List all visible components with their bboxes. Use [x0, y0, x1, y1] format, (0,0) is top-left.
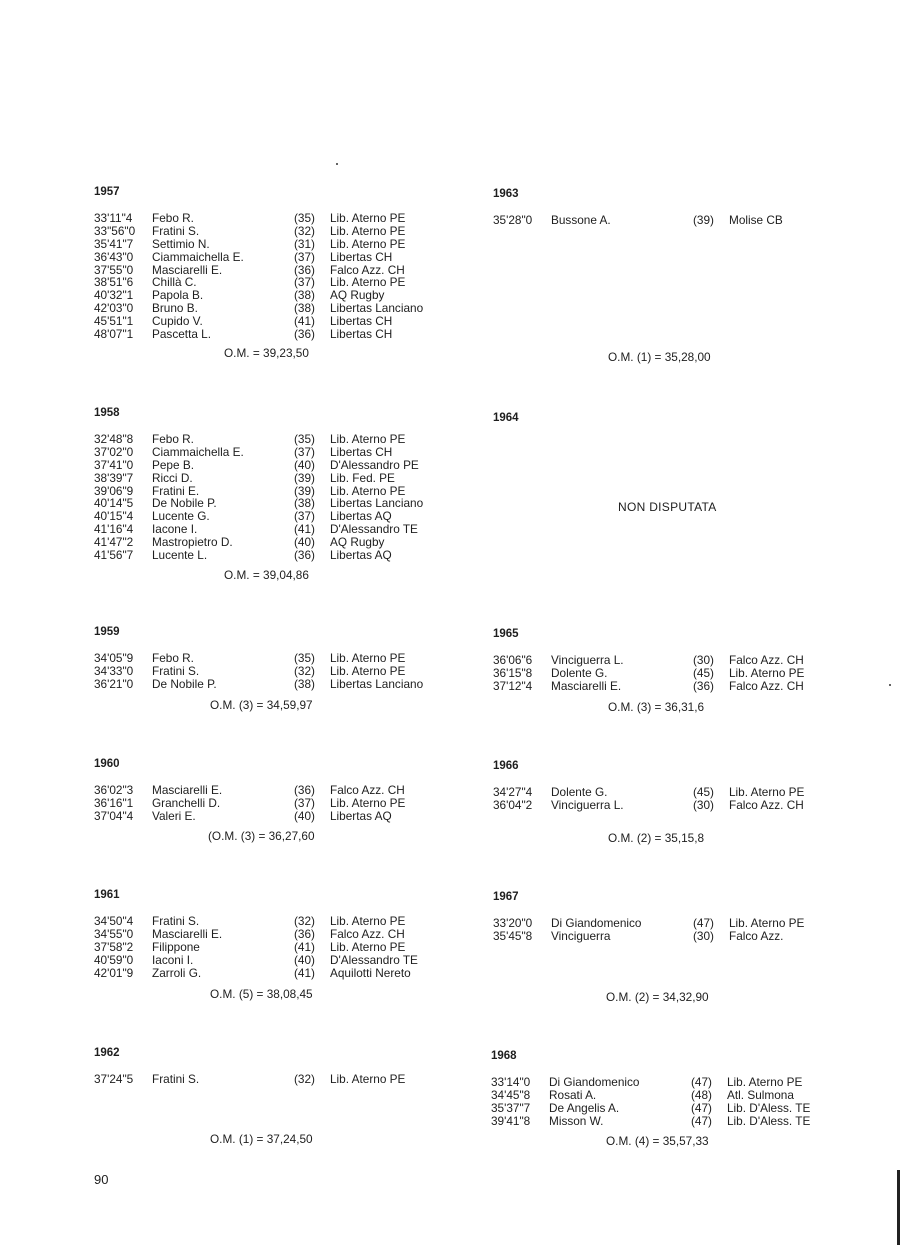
athlete-name: Di Giandomenico — [549, 1075, 640, 1089]
club: Lib. Aterno PE — [729, 916, 805, 930]
result-row — [94, 810, 454, 823]
year-heading: 1962 — [94, 1047, 120, 1059]
results-list — [94, 652, 454, 691]
result-row — [94, 915, 454, 928]
birth-year: (38) — [294, 496, 315, 511]
athlete-name: Bruno B. — [152, 301, 198, 316]
result-row — [94, 472, 454, 485]
time: 34'27"4 — [493, 785, 533, 799]
time: 40'14"5 — [94, 496, 134, 511]
time: 33'20"0 — [493, 916, 533, 930]
club: Libertas AQ — [330, 808, 392, 823]
birth-year: (30) — [693, 653, 714, 667]
club: Atl. Sulmona — [727, 1087, 794, 1102]
time: 40'32"1 — [94, 288, 134, 303]
birth-year: (40) — [294, 457, 315, 472]
results-list — [493, 917, 853, 943]
athlete-name: Masciarelli E. — [152, 926, 223, 941]
time: 37'58"2 — [94, 939, 134, 954]
club: Lib. Aterno PE — [330, 211, 406, 225]
average-time: O.M. (3) = 36,31,6 — [608, 700, 705, 714]
time: 37'12"4 — [493, 678, 533, 693]
results-list — [94, 915, 454, 979]
result-row — [493, 786, 853, 799]
time: 37'02"0 — [94, 444, 134, 459]
time: 35'41"7 — [94, 236, 134, 251]
birth-year: (32) — [294, 1072, 315, 1086]
time: 38'39"7 — [94, 470, 134, 485]
club: Lib. Aterno PE — [729, 665, 805, 680]
club: Libertas Lanciano — [330, 496, 424, 511]
athlete-name: De Angelis A. — [549, 1100, 620, 1115]
time: 41'56"7 — [94, 548, 134, 563]
athlete-name: De Nobile P. — [152, 496, 217, 511]
time: 38'51"6 — [94, 275, 134, 290]
club: Lib. Aterno PE — [330, 275, 406, 290]
time: 36'04"2 — [493, 797, 533, 812]
result-row — [94, 784, 454, 797]
birth-year: (41) — [294, 965, 315, 980]
birth-year: (37) — [294, 509, 315, 524]
athlete-name: Cupido V. — [152, 314, 203, 329]
year-heading: 1966 — [493, 760, 519, 772]
birth-year: (35) — [294, 211, 315, 225]
club: Falco Azz. CH — [729, 653, 804, 667]
birth-year: (36) — [294, 926, 315, 941]
athlete-name: Masciarelli E. — [152, 783, 223, 797]
athlete-name: Lucente G. — [152, 509, 210, 524]
athlete-name: Mastropietro D. — [152, 535, 233, 550]
results-1958 — [94, 407, 454, 562]
birth-year: (47) — [691, 1113, 712, 1128]
birth-year: (41) — [294, 939, 315, 954]
athlete-name: Fratini S. — [152, 1072, 200, 1086]
time: 34'45"8 — [491, 1087, 531, 1102]
athlete-name: Chillà C. — [152, 275, 197, 290]
result-row — [94, 954, 454, 967]
club: Lib. Aterno PE — [330, 236, 406, 251]
scan-speck — [889, 684, 891, 686]
club: Libertas Lanciano — [330, 301, 424, 316]
result-row — [94, 328, 454, 341]
birth-year: (36) — [294, 548, 315, 563]
club: Molise CB — [729, 213, 783, 227]
time: 41'16"4 — [94, 522, 134, 537]
club: Lib. Aterno PE — [330, 914, 406, 928]
time: 36'02"3 — [94, 783, 134, 797]
athlete-name: Dolente G. — [551, 665, 608, 680]
results-1968 — [491, 1050, 851, 1128]
result-row — [94, 459, 454, 472]
results-1961 — [94, 889, 454, 979]
average-time: O.M. (1) = 35,28,00 — [608, 350, 711, 364]
result-row — [491, 1102, 851, 1115]
birth-year: (47) — [691, 1075, 712, 1089]
athlete-name: Febo R. — [152, 432, 194, 446]
result-row — [94, 549, 454, 562]
time: 35'28"0 — [493, 213, 533, 227]
results-list — [493, 214, 853, 227]
birth-year: (40) — [294, 808, 315, 823]
year-heading: 1961 — [94, 889, 120, 901]
birth-year: (32) — [294, 223, 315, 238]
results-1967 — [493, 891, 853, 943]
result-row — [94, 446, 454, 459]
result-row — [493, 654, 853, 667]
birth-year: (32) — [294, 663, 315, 678]
year-heading: 1965 — [493, 628, 519, 640]
year-heading: 1959 — [94, 626, 120, 638]
time: 37'41"0 — [94, 457, 134, 472]
time: 36'06"6 — [493, 653, 533, 667]
athlete-name: Iaconi I. — [152, 952, 194, 967]
time: 36'43"0 — [94, 249, 134, 264]
athlete-name: Masciarelli E. — [152, 262, 223, 277]
birth-year: (37) — [294, 275, 315, 290]
club: D'Alessandro TE — [330, 952, 418, 967]
athlete-name: Febo R. — [152, 211, 194, 225]
birth-year: (31) — [294, 236, 315, 251]
club: Falco Azz. — [729, 928, 784, 943]
club: Lib. D'Aless. TE — [727, 1100, 811, 1115]
birth-year: (37) — [294, 795, 315, 810]
club: AQ Rugby — [330, 535, 385, 550]
results-1959 — [94, 626, 454, 691]
time: 37'04"4 — [94, 808, 134, 823]
athlete-name: Filippone — [152, 939, 200, 954]
average-time: O.M. (1) = 37,24,50 — [210, 1132, 313, 1146]
not-held-note: NON DISPUTATA — [618, 500, 717, 514]
club: Libertas AQ — [330, 548, 392, 563]
results-1957 — [94, 186, 454, 341]
athlete-name: Lucente L. — [152, 548, 208, 563]
club: Falco Azz. CH — [729, 797, 804, 812]
results-1965 — [493, 628, 853, 693]
time: 39'41"8 — [491, 1113, 531, 1128]
time: 37'55"0 — [94, 262, 134, 277]
athlete-name: Granchelli D. — [152, 795, 221, 810]
athlete-name: Ciammaichella E. — [152, 444, 244, 459]
birth-year: (35) — [294, 651, 315, 665]
birth-year: (47) — [691, 1100, 712, 1115]
result-row — [94, 212, 454, 225]
club: Libertas CH — [330, 444, 393, 459]
athlete-name: Fratini S. — [152, 663, 200, 678]
time: 36'21"0 — [94, 676, 134, 691]
result-row — [493, 214, 853, 227]
athlete-name: Di Giandomenico — [551, 916, 642, 930]
club: Falco Azz. CH — [729, 678, 804, 693]
club: Lib. Fed. PE — [330, 470, 395, 485]
time: 40'59"0 — [94, 952, 134, 967]
results-list — [94, 433, 454, 562]
athlete-name: Fratini E. — [152, 483, 200, 498]
average-time: O.M. (2) = 34,32,90 — [606, 990, 709, 1004]
club: Falco Azz. CH — [330, 262, 405, 277]
athlete-name: Vinciguerra L. — [551, 653, 624, 667]
club: Falco Azz. CH — [330, 926, 405, 941]
year-heading: 1960 — [94, 758, 120, 770]
time: 37'24"5 — [94, 1072, 134, 1086]
result-row — [94, 302, 454, 315]
athlete-name: Papola B. — [152, 288, 204, 303]
birth-year: (35) — [294, 432, 315, 446]
birth-year: (47) — [693, 916, 714, 930]
club: Lib. Aterno PE — [330, 939, 406, 954]
result-row — [491, 1076, 851, 1089]
club: Libertas Lanciano — [330, 676, 424, 691]
club: Libertas CH — [330, 314, 393, 329]
athlete-name: Masciarelli E. — [551, 678, 622, 693]
athlete-name: Misson W. — [549, 1113, 604, 1128]
athlete-name: Bussone A. — [551, 213, 611, 227]
athlete-name: Ciammaichella E. — [152, 249, 244, 264]
club: Lib. Aterno PE — [330, 663, 406, 678]
birth-year: (36) — [294, 262, 315, 277]
time: 42'03"0 — [94, 301, 134, 316]
result-row — [493, 667, 853, 680]
year-heading: 1963 — [493, 188, 519, 200]
result-row — [493, 680, 853, 693]
birth-year: (36) — [294, 783, 315, 797]
result-row — [94, 276, 454, 289]
birth-year: (45) — [693, 665, 714, 680]
results-1964 — [493, 412, 853, 428]
result-row — [94, 433, 454, 446]
time: 48'07"1 — [94, 327, 134, 342]
result-row — [94, 251, 454, 264]
average-time: O.M. (4) = 35,57,33 — [606, 1134, 709, 1148]
birth-year: (38) — [294, 676, 315, 691]
scan-speck — [336, 163, 338, 165]
time: 33"56"0 — [94, 223, 136, 238]
year-heading: 1957 — [94, 186, 120, 198]
result-row — [94, 652, 454, 665]
average-time: O.M. = 39,23,50 — [224, 346, 309, 360]
birth-year: (38) — [294, 288, 315, 303]
year-heading: 1964 — [493, 412, 519, 424]
birth-year: (36) — [693, 678, 714, 693]
result-row — [493, 799, 853, 812]
time: 36'15"8 — [493, 665, 533, 680]
club: Aquilotti Nereto — [330, 965, 411, 980]
athlete-name: Vinciguerra — [551, 928, 611, 943]
athlete-name: De Nobile P. — [152, 676, 217, 691]
club: Lib. Aterno PE — [729, 785, 805, 799]
club: D'Alessandro PE — [330, 457, 419, 472]
birth-year: (40) — [294, 952, 315, 967]
club: Libertas AQ — [330, 509, 392, 524]
year-heading: 1958 — [94, 407, 120, 419]
club: Falco Azz. CH — [330, 783, 405, 797]
birth-year: (32) — [294, 914, 315, 928]
result-row — [94, 941, 454, 954]
result-row — [491, 1115, 851, 1128]
result-row — [491, 1089, 851, 1102]
results-1962 — [94, 1047, 454, 1086]
time: 42'01"9 — [94, 965, 134, 980]
average-time: O.M. = 39,04,86 — [224, 568, 309, 582]
result-row — [94, 523, 454, 536]
result-row — [94, 225, 454, 238]
club: Lib. Aterno PE — [330, 223, 406, 238]
club: Libertas CH — [330, 327, 393, 342]
club: Lib. Aterno PE — [330, 651, 406, 665]
result-row — [94, 1073, 454, 1086]
result-row — [493, 917, 853, 930]
club: Lib. Aterno PE — [727, 1075, 803, 1089]
birth-year: (48) — [691, 1087, 712, 1102]
page-number: 90 — [94, 1172, 109, 1187]
time: 36'16"1 — [94, 795, 134, 810]
results-1966 — [493, 760, 853, 812]
results-list — [491, 1076, 851, 1128]
club: Lib. Aterno PE — [330, 432, 406, 446]
time: 40'15"4 — [94, 509, 134, 524]
club: Lib. Aterno PE — [330, 483, 406, 498]
birth-year: (41) — [294, 522, 315, 537]
result-row — [94, 238, 454, 251]
result-row — [94, 315, 454, 328]
year-heading: 1967 — [493, 891, 519, 903]
average-time: O.M. (5) = 38,08,45 — [210, 987, 313, 1001]
result-row — [94, 497, 454, 510]
result-row — [94, 665, 454, 678]
time: 45'51"1 — [94, 314, 134, 329]
time: 33'11"4 — [94, 211, 133, 225]
average-time: O.M. (3) = 34,59,97 — [210, 698, 313, 712]
birth-year: (41) — [294, 314, 315, 329]
birth-year: (40) — [294, 535, 315, 550]
birth-year: (39) — [294, 483, 315, 498]
result-row — [94, 678, 454, 691]
athlete-name: Vinciguerra L. — [551, 797, 624, 812]
athlete-name: Rosati A. — [549, 1087, 597, 1102]
results-1963 — [493, 188, 853, 227]
club: D'Alessandro TE — [330, 522, 418, 537]
birth-year: (39) — [294, 470, 315, 485]
birth-year: (45) — [693, 785, 714, 799]
time: 33'14"0 — [491, 1075, 531, 1089]
athlete-name: Fratini S. — [152, 914, 200, 928]
time: 34'33"0 — [94, 663, 134, 678]
time: 34'50"4 — [94, 914, 134, 928]
time: 34'05"9 — [94, 651, 134, 665]
athlete-name: Settimio N. — [152, 236, 210, 251]
results-list — [94, 784, 454, 823]
time: 32'48"8 — [94, 432, 134, 446]
club: Libertas CH — [330, 249, 393, 264]
athlete-name: Pascetta L. — [152, 327, 212, 342]
club: Lib. Aterno PE — [330, 1072, 406, 1086]
time: 39'06"9 — [94, 483, 134, 498]
club: Lib. D'Aless. TE — [727, 1113, 811, 1128]
athlete-name: Dolente G. — [551, 785, 608, 799]
club: AQ Rugby — [330, 288, 385, 303]
athlete-name: Ricci D. — [152, 470, 193, 485]
result-row — [94, 928, 454, 941]
athlete-name: Febo R. — [152, 651, 194, 665]
result-row — [94, 797, 454, 810]
athlete-name: Iacone I. — [152, 522, 198, 537]
birth-year: (30) — [693, 928, 714, 943]
average-time: (O.M. (3) = 36,27,60 — [208, 829, 315, 843]
result-row — [493, 930, 853, 943]
time: 35'45"8 — [493, 928, 533, 943]
athlete-name: Zarroli G. — [152, 965, 202, 980]
birth-year: (37) — [294, 444, 315, 459]
year-heading: 1968 — [491, 1050, 517, 1062]
birth-year: (30) — [693, 797, 714, 812]
result-row — [94, 536, 454, 549]
club: Lib. Aterno PE — [330, 795, 406, 810]
results-1960 — [94, 758, 454, 823]
birth-year: (36) — [294, 327, 315, 342]
results-list — [94, 1073, 454, 1086]
athlete-name: Fratini S. — [152, 223, 200, 238]
time: 35'37"7 — [491, 1100, 531, 1115]
birth-year: (39) — [693, 213, 714, 227]
athlete-name: Valeri E. — [152, 808, 196, 823]
time: 41'47"2 — [94, 535, 134, 550]
results-list — [493, 786, 853, 812]
results-list — [94, 212, 454, 341]
time: 34'55"0 — [94, 926, 134, 941]
results-list — [493, 654, 853, 693]
result-row — [94, 967, 454, 980]
birth-year: (38) — [294, 301, 315, 316]
average-time: O.M. (2) = 35,15,8 — [608, 831, 705, 845]
athlete-name: Pepe B. — [152, 457, 194, 472]
birth-year: (37) — [294, 249, 315, 264]
